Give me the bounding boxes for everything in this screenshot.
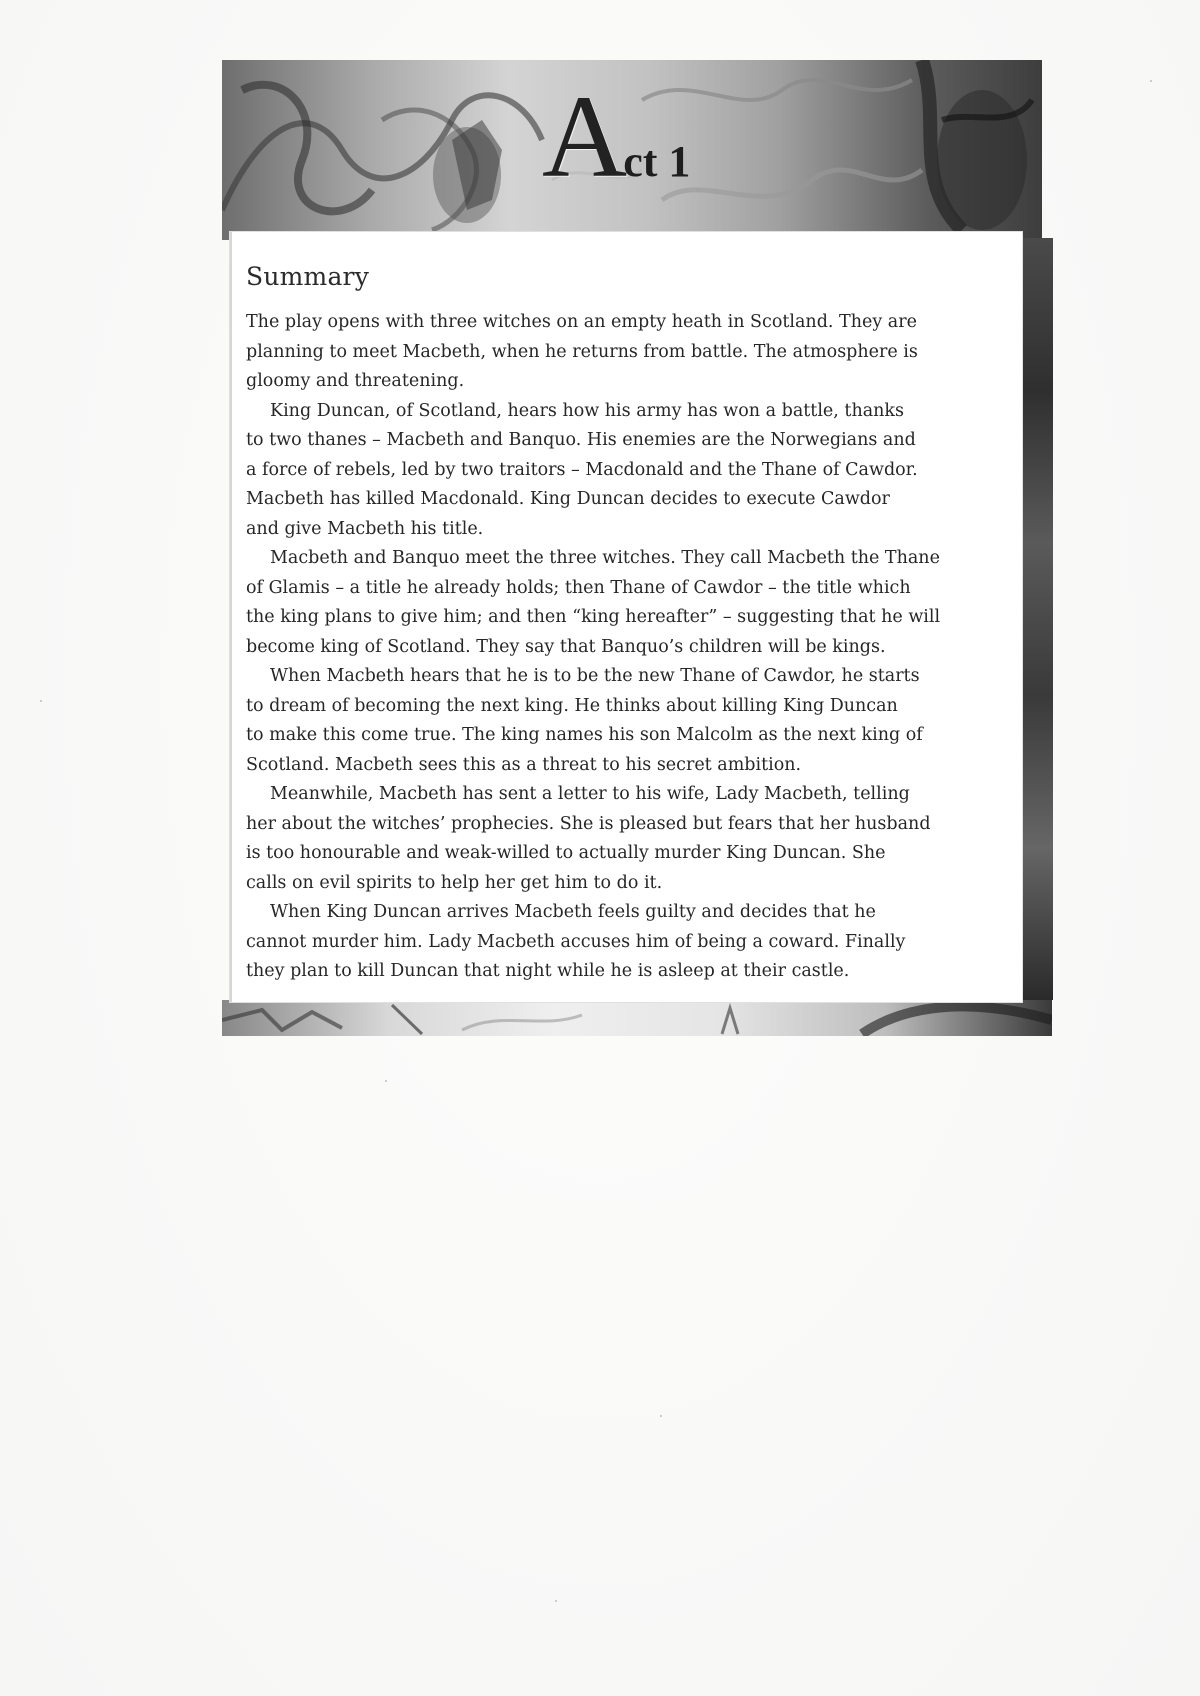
text-line: is too honourable and weak-willed to actually murder King Duncan. She xyxy=(246,843,886,863)
summary-paragraph xyxy=(246,397,1006,545)
text-line: and give Macbeth his title. xyxy=(246,518,484,539)
header-illustration xyxy=(222,60,1042,240)
scan-speck xyxy=(40,700,42,702)
text-line: Scotland. Macbeth sees this as a threat to his secret ambition. xyxy=(246,754,802,775)
scan-speck xyxy=(385,1080,387,1082)
summary-heading: Summary xyxy=(246,262,370,291)
scan-speck xyxy=(660,1415,662,1417)
text-line: a force of rebels, led by two traitors – Macdonald and the Thane of Cawdor. xyxy=(246,459,918,480)
act-summary-card xyxy=(222,60,1042,1035)
summary-paragraph xyxy=(246,308,1006,397)
text-line: to two thanes – Macbeth and Banquo. His enemies are the Norwegians and xyxy=(246,430,916,450)
text-line: the king plans to give him; and then “king hereafter” – suggesting that he will xyxy=(246,607,941,627)
act-title xyxy=(542,71,691,218)
text-line: become king of Scotland. They say that Banquo’s children will be kings. xyxy=(246,636,886,657)
text-line: Macbeth and Banquo meet the three witches. They call Macbeth the Thane xyxy=(270,548,940,568)
text-line: King Duncan, of Scotland, hears how his army has won a battle, thanks xyxy=(270,400,905,421)
summary-panel xyxy=(230,232,1022,1002)
footer-illustration xyxy=(222,1000,1052,1036)
text-line: to dream of becoming the next king. He thinks about killing King Duncan xyxy=(246,695,898,716)
side-illustration-strip xyxy=(1017,238,1053,1000)
text-line: The play opens with three witches on an empty heath in Scotland. They are xyxy=(246,312,917,332)
text-line: cannot murder him. Lady Macbeth accuses him of being a coward. Finally xyxy=(246,931,906,952)
summary-paragraph xyxy=(246,544,1006,662)
text-line: When King Duncan arrives Macbeth feels guilty and decides that he xyxy=(270,902,876,922)
text-line: When Macbeth hears that he is to be the new Thane of Cawdor, he starts xyxy=(270,666,920,686)
scan-speck xyxy=(1150,80,1152,82)
summary-paragraph xyxy=(246,898,1006,987)
summary-paragraph xyxy=(246,780,1006,898)
summary-body xyxy=(246,308,1006,987)
text-line: Meanwhile, Macbeth has sent a letter to his wife, Lady Macbeth, telling xyxy=(270,784,910,804)
summary-paragraph xyxy=(246,662,1006,780)
footer-artwork xyxy=(222,1000,1052,1036)
text-line: gloomy and threatening. xyxy=(246,371,465,391)
scan-speck xyxy=(555,1600,557,1602)
text-line: Macbeth has killed Macdonald. King Duncan decides to execute Cawdor xyxy=(246,489,890,509)
text-line: to make this come true. The king names his son Malcolm as the next king of xyxy=(246,725,923,745)
text-line: her about the witches’ prophecies. She is pleased but fears that her husband xyxy=(246,813,931,834)
text-line: they plan to kill Duncan that night while he is asleep at their castle. xyxy=(246,961,850,981)
text-line: planning to meet Macbeth, when he returns from battle. The atmosphere is xyxy=(246,341,918,362)
act-title-rest: ct 1 xyxy=(623,137,691,186)
text-line: of Glamis – a title he already holds; then Thane of Cawdor – the title which xyxy=(246,577,911,598)
act-title-initial: A xyxy=(542,71,628,202)
text-line: calls on evil spirits to help her get him to do it. xyxy=(246,872,663,893)
